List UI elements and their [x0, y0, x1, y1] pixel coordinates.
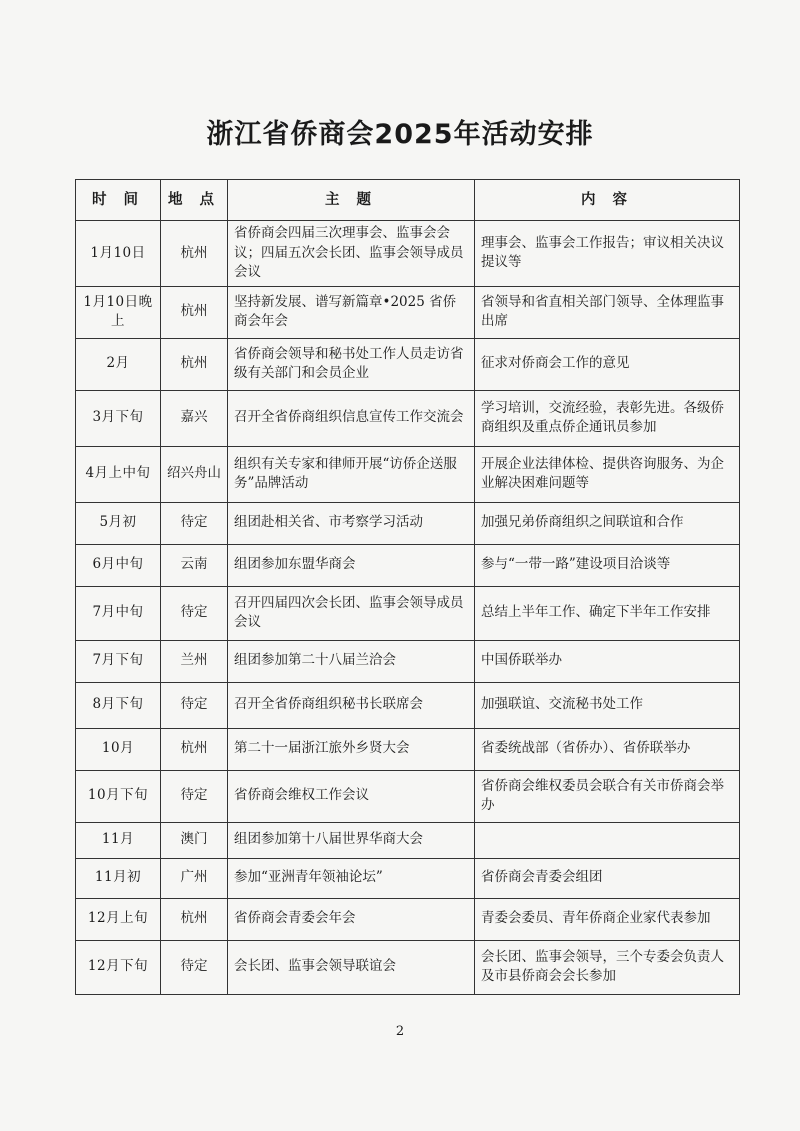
- cell-time: 12月上旬: [76, 898, 161, 940]
- table-row: [76, 682, 740, 728]
- cell-time: 3月下旬: [76, 390, 161, 446]
- cell-time: 5月初: [76, 502, 161, 544]
- cell-topic: 省侨商会领导和秘书处工作人员走访省级有关部门和会员企业: [228, 338, 475, 390]
- cell-topic: 组团参加第二十八届兰洽会: [228, 640, 475, 682]
- cell-topic: 组团赴相关省、市考察学习活动: [228, 502, 475, 544]
- cell-time: 1月10日晚上: [76, 286, 161, 338]
- table-row: [76, 898, 740, 940]
- cell-place: 待定: [161, 502, 228, 544]
- cell-content: 青委会委员、青年侨商企业家代表参加: [475, 898, 740, 940]
- cell-time: 2月: [76, 338, 161, 390]
- cell-content: 中国侨联举办: [475, 640, 740, 682]
- cell-place: 云南: [161, 544, 228, 586]
- cell-topic: 会长团、监事会领导联谊会: [228, 940, 475, 994]
- header-time: 时 间: [76, 180, 161, 221]
- cell-topic: 召开全省侨商组织秘书长联席会: [228, 682, 475, 728]
- cell-place: 待定: [161, 682, 228, 728]
- cell-content: 省侨商会维权委员会联合有关市侨商会举办: [475, 770, 740, 822]
- cell-topic: 组团参加东盟华商会: [228, 544, 475, 586]
- header-content: 内 容: [475, 180, 740, 221]
- cell-content: 加强联谊、交流秘书处工作: [475, 682, 740, 728]
- cell-place: 待定: [161, 586, 228, 640]
- table-row: [76, 338, 740, 390]
- cell-topic: 组团参加第十八届世界华商大会: [228, 822, 475, 858]
- table-row: [76, 502, 740, 544]
- cell-time: 7月下旬: [76, 640, 161, 682]
- page-title: 浙江省侨商会2025年活动安排: [206, 119, 594, 150]
- cell-place: 待定: [161, 770, 228, 822]
- cell-time: 11月初: [76, 858, 161, 898]
- cell-place: 杭州: [161, 286, 228, 338]
- cell-content: 理事会、监事会工作报告；审议相关决议提议等: [475, 221, 740, 287]
- table-row: [76, 940, 740, 994]
- cell-time: 6月中旬: [76, 544, 161, 586]
- cell-time: 1月10日: [76, 221, 161, 287]
- cell-place: 嘉兴: [161, 390, 228, 446]
- cell-time: 4月上中旬: [76, 446, 161, 502]
- table-row: [76, 390, 740, 446]
- cell-content: 参与“一带一路”建设项目洽谈等: [475, 544, 740, 586]
- cell-content: [475, 822, 740, 858]
- cell-place: 绍兴舟山: [161, 446, 228, 502]
- cell-content: 会长团、监事会领导，三个专委会负责人及市县侨商会会长参加: [475, 940, 740, 994]
- cell-place: 兰州: [161, 640, 228, 682]
- cell-time: 12月下旬: [76, 940, 161, 994]
- table-row: [76, 286, 740, 338]
- table-row: [76, 446, 740, 502]
- page-number: 2: [395, 1024, 405, 1039]
- table-row: [76, 770, 740, 822]
- cell-topic: 召开四届四次会长团、监事会领导成员会议: [228, 586, 475, 640]
- cell-time: 10月下旬: [76, 770, 161, 822]
- cell-topic: 省侨商会维权工作会议: [228, 770, 475, 822]
- cell-content: 加强兄弟侨商组织之间联谊和合作: [475, 502, 740, 544]
- table-row: [76, 586, 740, 640]
- cell-topic: 省侨商会青委会年会: [228, 898, 475, 940]
- schedule-table: [75, 179, 740, 995]
- cell-place: 杭州: [161, 728, 228, 770]
- header-place: 地 点: [161, 180, 228, 221]
- cell-place: 澳门: [161, 822, 228, 858]
- cell-content: 省委统战部（省侨办）、省侨联举办: [475, 728, 740, 770]
- cell-time: 8月下旬: [76, 682, 161, 728]
- cell-topic: 省侨商会四届三次理事会、监事会会议；四届五次会长团、监事会领导成员会议: [228, 221, 475, 287]
- cell-content: 省侨商会青委会组团: [475, 858, 740, 898]
- cell-content: 省领导和省直相关部门领导、全体理监事出席: [475, 286, 740, 338]
- cell-content: 总结上半年工作、确定下半年工作安排: [475, 586, 740, 640]
- table-row: [76, 544, 740, 586]
- table-header-row: [76, 180, 740, 221]
- table-row: [76, 640, 740, 682]
- cell-topic: 第二十一届浙江旅外乡贤大会: [228, 728, 475, 770]
- cell-place: 杭州: [161, 338, 228, 390]
- cell-time: 11月: [76, 822, 161, 858]
- table-row: [76, 728, 740, 770]
- header-topic: 主 题: [228, 180, 475, 221]
- cell-topic: 参加“亚洲青年领袖论坛”: [228, 858, 475, 898]
- cell-content: 学习培训，交流经验，表彰先进。各级侨商组织及重点侨企通讯员参加: [475, 390, 740, 446]
- cell-place: 杭州: [161, 898, 228, 940]
- cell-time: 10月: [76, 728, 161, 770]
- cell-place: 杭州: [161, 221, 228, 287]
- table-row: [76, 858, 740, 898]
- cell-topic: 召开全省侨商组织信息宣传工作交流会: [228, 390, 475, 446]
- table-row: [76, 221, 740, 287]
- cell-place: 广州: [161, 858, 228, 898]
- cell-topic: 坚持新发展、谱写新篇章•2025 省侨商会年会: [228, 286, 475, 338]
- cell-content: 征求对侨商会工作的意见: [475, 338, 740, 390]
- table-row: [76, 822, 740, 858]
- cell-topic: 组织有关专家和律师开展“访侨企送服务”品牌活动: [228, 446, 475, 502]
- cell-time: 7月中旬: [76, 586, 161, 640]
- cell-place: 待定: [161, 940, 228, 994]
- cell-content: 开展企业法律体检、提供咨询服务、为企业解决困难问题等: [475, 446, 740, 502]
